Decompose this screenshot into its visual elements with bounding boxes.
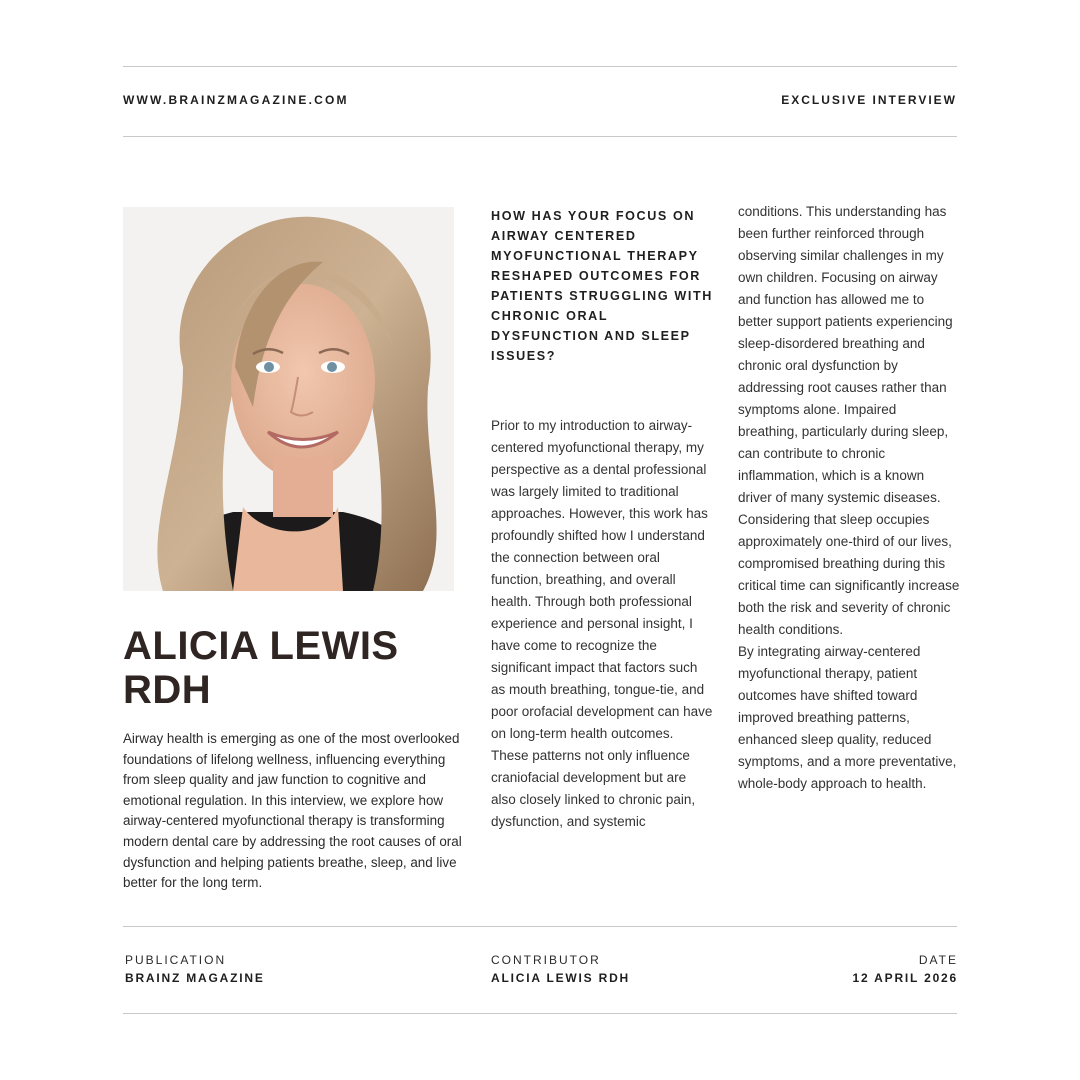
date-value: 12 APRIL 2026	[852, 971, 958, 985]
footer-rule-bottom	[123, 1013, 957, 1014]
header-rule	[123, 136, 957, 137]
contributor-label: CONTRIBUTOR	[491, 953, 601, 967]
publication-value: BRAINZ MAGAZINE	[125, 971, 265, 985]
interview-question: HOW HAS YOUR FOCUS ON AIRWAY CENTERED MYOFUNCTIONAL THERAPY RESHAPED OUTCOMES FOR PATIENTS STRUGGLING WITH CHRONIC ORAL DYSFUNCTION AND SLEEP ISSUES?	[491, 209, 713, 363]
contributor-value: ALICIA LEWIS RDH	[491, 971, 631, 985]
name-line-1: ALICIA LEWIS	[123, 624, 399, 668]
answer-column-1	[491, 415, 713, 833]
answer-paragraph-3: By integrating airway-centered myofunctional therapy, patient outcomes have shifted toward improved breathing patterns, enhanced sleep quality, reduced symptoms, and a more preventative, whole-body approach to health.	[738, 644, 957, 791]
date-label: DATE	[918, 953, 958, 967]
section-label: EXCLUSIVE INTERVIEW	[781, 93, 957, 107]
intro-paragraph: Airway health is emerging as one of the most overlooked foundations of lifelong wellness, influencing everything from sleep quality and jaw function to cognitive and emotional regulation. In this interview, we explore how airway-centered myofunctional therapy is transforming modern dental care by addressing the root causes of oral dysfunction and helping patients breathe, sleep, and live better for the long term.	[123, 731, 462, 891]
publication-label: PUBLICATION	[125, 953, 227, 967]
top-rule	[123, 66, 957, 67]
answer-column-2	[738, 201, 960, 795]
interviewee-name	[123, 624, 399, 712]
footer-rule-top	[123, 926, 957, 927]
portrait-photo	[123, 207, 454, 591]
answer-paragraph-1: Prior to my introduction to airway-centered myofunctional therapy, my perspective as a dental professional was largely limited to traditional approaches. However, this work has profoundly shifted how I understand the connection between oral function, breathing, and overall health. Through both professional experience and personal insight, I have come to recognize the significant impact that factors such as mouth breathing, tongue-tie, and poor orofacial development can have on long-term health outcomes. These patterns not only influence craniofacial development but are also closely linked to chronic pain, dysfunction, and systemic	[491, 418, 713, 829]
name-line-2: RDH	[123, 668, 212, 712]
site-url: WWW.BRAINZMAGAZINE.COM	[123, 93, 349, 107]
answer-paragraph-2: conditions. This understanding has been further reinforced through observing similar challenges in my own children. Focusing on airway and function has allowed me to better support patients experiencing sleep-disordered breathing and chronic oral dysfunction by addressing root causes rather than symptoms alone. Impaired breathing, particularly during sleep, can contribute to chronic inflammation, which is a known driver of many systemic diseases. Considering that sleep occupies approximately one-third of our lives, compromised breathing during this critical time can significantly increase both the risk and severity of chronic health conditions.	[738, 204, 960, 637]
